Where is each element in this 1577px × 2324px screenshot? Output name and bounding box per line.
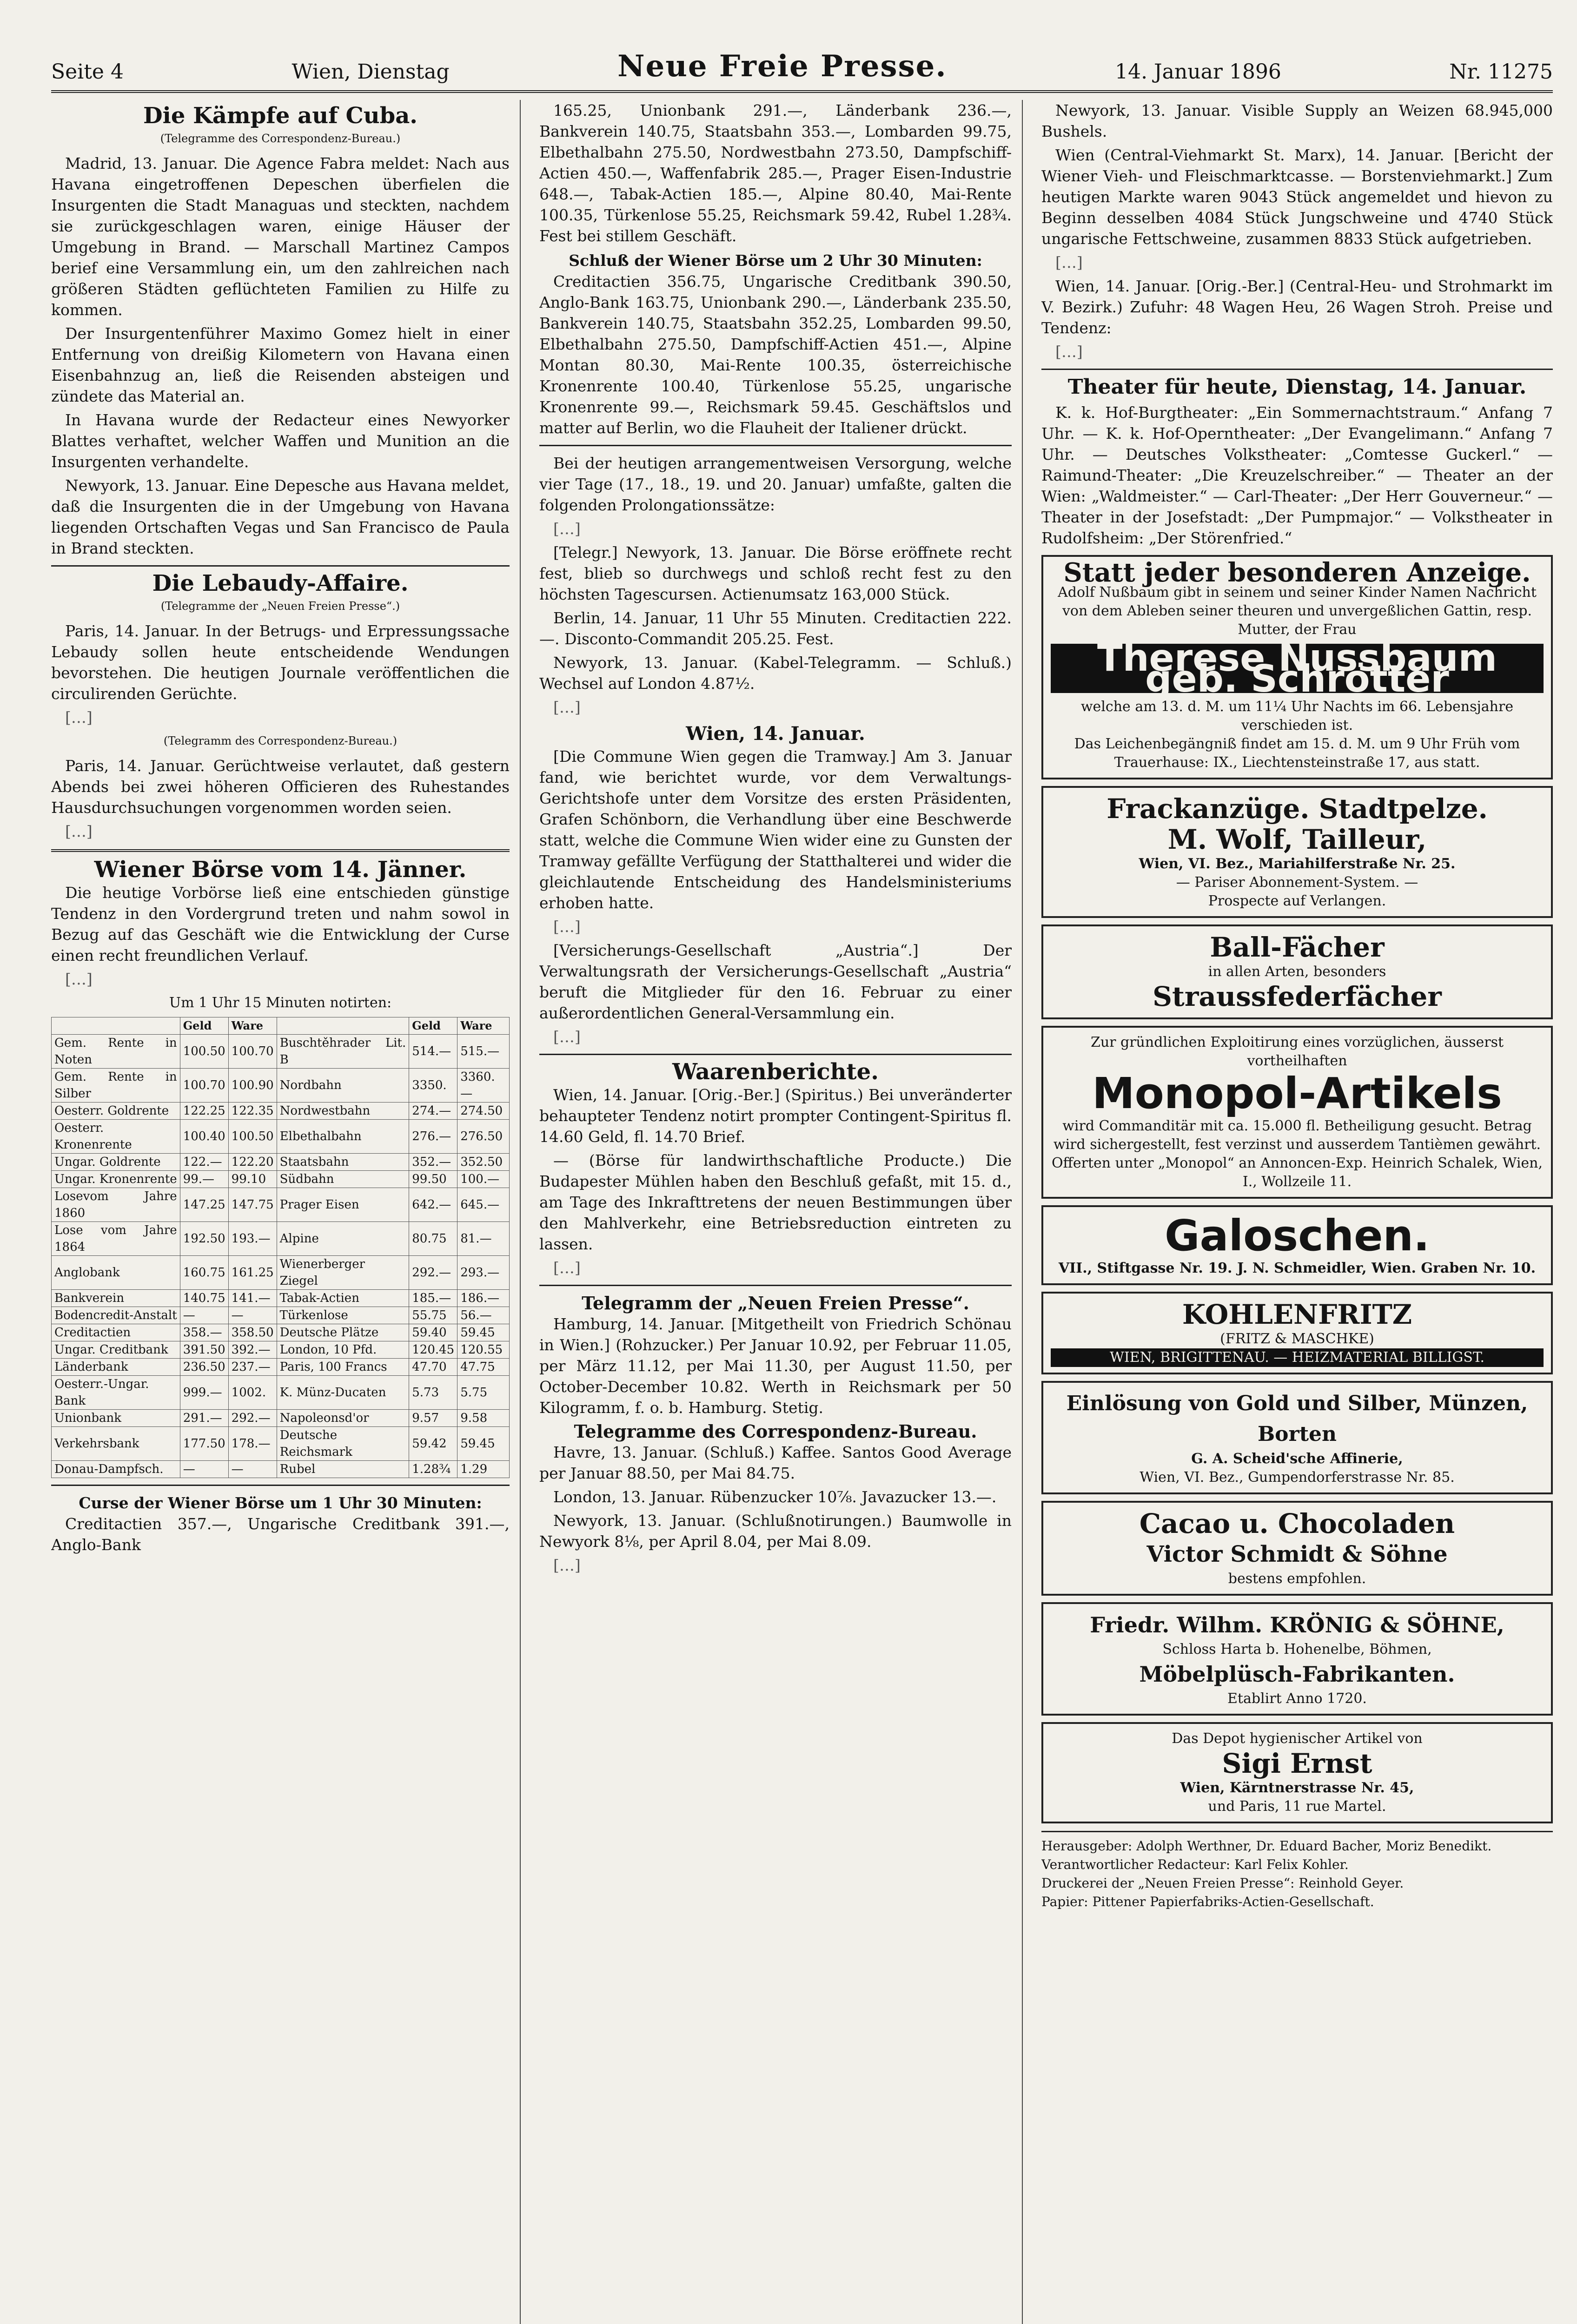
table-row: [52, 1359, 510, 1376]
table-cell: Rubel: [277, 1461, 409, 1478]
obituary-death: welche am 13. d. M. um 11¼ Uhr Nachts im 66. Lebensjahre verschieden ist.: [1080, 699, 1514, 733]
table-row: [52, 1120, 510, 1154]
newspaper-title: Neue Freie Presse.: [617, 49, 947, 84]
table-row: [52, 1222, 510, 1256]
ad-wolf-address: Wien, VI. Bez., Mariahilferstraße Nr. 25.: [1139, 856, 1456, 872]
table-cell: 236.50: [180, 1359, 228, 1376]
ad-sigi-ernst: [1041, 1722, 1553, 1823]
ad-gold-title: Einlösung von Gold und Silber, Münzen, Borten: [1066, 1392, 1528, 1446]
table-cell: 99.50: [409, 1171, 457, 1188]
ad-kohlen-line3: WIEN, BRIGITTENAU. — HEIZMATERIAL BILLIGST.: [1051, 1348, 1544, 1367]
ad-ball-line3: Straussfederfächer: [1153, 981, 1442, 1012]
telegram-corr-headline: Telegramme des Correspondenz-Bureau.: [574, 1421, 977, 1442]
imprint-paper: Papier: Pittener Papierfabriks-Actien-Gesellschaft.: [1041, 1894, 1374, 1909]
table-cell: 100.90: [228, 1069, 277, 1103]
table-cell: 352.50: [457, 1154, 510, 1171]
edition-place-day: Wien, Dienstag: [292, 60, 450, 84]
telegram-corr-paragraph: Havre, 13. Januar. (Schluß.) Kaffee. Santos Good Average per Januar 88.50, per Mai 84.75.: [539, 1443, 1012, 1482]
ad-ernst-name: Sigi Ernst: [1222, 1748, 1372, 1779]
table-cell: 177.50: [180, 1427, 228, 1461]
table-cell: 999.—: [180, 1376, 228, 1410]
table-cell: 122.35: [228, 1103, 277, 1120]
issue-date: 14. Januar 1896: [1115, 60, 1281, 84]
ad-cacao-title: Cacao u. Chocoladen: [1139, 1508, 1455, 1539]
lebaudy-source: (Telegramme der „Neuen Freien Presse“.): [160, 600, 400, 613]
table-cell: 185.—: [409, 1290, 457, 1307]
table-cell: 59.45: [457, 1427, 510, 1461]
table-cell: Nordbahn: [277, 1069, 409, 1103]
table-cell: Donau-Dampfsch.: [52, 1461, 180, 1478]
ad-ball-fans: [1041, 924, 1553, 1019]
table-cell: 392.—: [228, 1341, 277, 1359]
ad-galoschen-address: VII., Stiftgasse Nr. 19. J. N. Schmeidler, Wien. Graben Nr. 10.: [1058, 1260, 1536, 1276]
table-cell: Anglobank: [52, 1256, 180, 1290]
obituary-intro: Adolf Nußbaum gibt in seinem und seiner Kinder Namen Nachricht von dem Ableben seiner theuren und unvergeßlichen Gattin, resp. Mutter, der Frau: [1058, 584, 1537, 638]
table-cell: Südbahn: [277, 1171, 409, 1188]
table-cell: 55.75: [409, 1307, 457, 1324]
table-cell: 391.50: [180, 1341, 228, 1359]
divider: [539, 1285, 1012, 1286]
newyork-cable-omission: […]: [553, 698, 581, 716]
table-cell: 100.70: [180, 1069, 228, 1103]
prolongation-paragraph: Bei der heutigen arrangementweisen Versorgung, welche vier Tage (17., 18., 19. und 20. Januar) umfaßte, galten die folgenden Prolongationssätze:: [539, 454, 1012, 514]
boerse-table-title: Um 1 Uhr 15 Minuten notirten:: [169, 995, 392, 1011]
cuba-paragraph: Newyork, 13. Januar. Eine Depesche aus Havana meldet, daß die Insurgenten die in der Umgebung von Havana liegenden Ortschaften Vegas und San Francisco de Paula in Brand steckten.: [51, 476, 510, 557]
wheat-paragraph: Newyork, 13. Januar. Visible Supply an Weizen 68.945,000 Bushels.: [1041, 101, 1553, 140]
obituary-funeral: Das Leichenbegängniß findet am 15. d. M. um 9 Uhr Früh vom Trauerhause: IX., Liechtensteinstraße 17, aus statt.: [1074, 736, 1520, 771]
ad-ernst-line1: Das Depot hygienischer Artikel von: [1172, 1730, 1423, 1747]
ad-monopol: [1041, 1026, 1553, 1199]
table-cell: Bankverein: [52, 1290, 180, 1307]
table-cell: 515.—: [457, 1035, 510, 1069]
ad-cacao-line3: bestens empfohlen.: [1228, 1571, 1366, 1587]
ad-gold-address: Wien, VI. Bez., Gumpendorferstrasse Nr. 85.: [1140, 1469, 1455, 1486]
table-cell: 193.—: [228, 1222, 277, 1256]
table-cell: 100.70: [228, 1035, 277, 1069]
table-cell: 141.—: [228, 1290, 277, 1307]
lebaudy-headline: Die Lebaudy-Affaire.: [152, 570, 409, 596]
table-cell: 5.75: [457, 1376, 510, 1410]
ad-kohlen-line2: (FRITZ & MASCHKE): [1220, 1331, 1374, 1347]
boerse-paragraph: Die heutige Vorbörse ließ eine entschieden günstige Tendenz in den Vordergrund treten und nahm sowol in Bezug auf das Geschäft wie die Entwicklung der Curse einen recht freundlichen Verlauf.: [51, 884, 510, 964]
table-cell: Türkenlose: [277, 1307, 409, 1324]
table-cell: Lose vom Jahre 1864: [52, 1222, 180, 1256]
table-cell: 292.—: [409, 1256, 457, 1290]
table-cell: 1.28¾: [409, 1461, 457, 1478]
table-cell: 514.—: [409, 1035, 457, 1069]
table-cell: —: [228, 1461, 277, 1478]
imprint: [1041, 1831, 1553, 1911]
table-row: [52, 1154, 510, 1171]
table-cell: 56.—: [457, 1307, 510, 1324]
ad-wolf-prospect: Prospecte auf Verlangen.: [1208, 893, 1386, 909]
prolongation-omission: […]: [553, 520, 581, 538]
table-header: Ware: [457, 1017, 510, 1035]
boerse-closing-headline: Curse der Wiener Börse um 1 Uhr 30 Minuten:: [79, 1494, 482, 1512]
imprint-printer: Druckerei der „Neuen Freien Presse“: Reinhold Geyer.: [1041, 1875, 1404, 1891]
table-cell: Paris, 100 Francs: [277, 1359, 409, 1376]
divider: [51, 849, 510, 852]
table-cell: Unionbank: [52, 1410, 180, 1427]
table-row: [52, 1290, 510, 1307]
table-cell: 5.73: [409, 1376, 457, 1410]
ad-monopol-line1: Zur gründlichen Exploitirung eines vorzüglichen, äusserst vortheilhaften: [1090, 1034, 1504, 1069]
ad-cacao: [1041, 1501, 1553, 1596]
column-right: [1041, 100, 1553, 2324]
lebaudy-source-2: (Telegramm des Correspondenz-Bureau.): [163, 734, 398, 747]
table-cell: 1002.: [228, 1376, 277, 1410]
obituary-name: Therese Nussbaum geb. Schrötter: [1051, 644, 1544, 693]
austria-omission: […]: [553, 1028, 581, 1046]
table-cell: 276.50: [457, 1120, 510, 1154]
ad-monopol-line4: Offerten unter „Monopol“ an Annoncen-Exp. Heinrich Schalek, Wien, I., Wollzeile 11.: [1051, 1155, 1543, 1190]
table-cell: 276.—: [409, 1120, 457, 1154]
table-header: Geld: [180, 1017, 228, 1035]
theater-listing: K. k. Hof-Burgtheater: „Ein Sommernachtstraum.“ Anfang 7 Uhr. — K. k. Hof-Operntheater: „Der Evangelimann.“ Anfang 7 Uhr. — Deutsches Volkstheater: „Comtesse Guckerl.“ — Raimund-Theater: „Die Kreuzelschreiber.“ — Theater an der Wien: „Waldmeister.“ — Carl-Theater: „Der Herr Gouverneur.“ — Theater in der Josefstadt: „Der Pumpmajor.“ — Volkstheater in Rudolfsheim: „Der Störenfried.“: [1041, 403, 1553, 547]
table-cell: 178.—: [228, 1427, 277, 1461]
tramway-paragraph: [Die Commune Wien gegen die Tramway.] Am 3. Januar fand, wie berichtet wurde, vor dem Verwaltungs-Gerichtshofe unter dem Vorsitze des ersten Präsidenten, Grafen Schönborn, die Verhandlung über eine Beschwerde statt, welche die Commune Wien wider eine zu Gunsten der Tramway gefällte Verfügung der Statthalterei und wider die gleichlautende Entscheidung des Handelsministeriums erhoben hatte.: [539, 747, 1012, 912]
table-cell: —: [180, 1461, 228, 1478]
table-header: [52, 1017, 180, 1035]
table-cell: 161.25: [228, 1256, 277, 1290]
ad-kroenig: [1041, 1602, 1553, 1716]
table-cell: Losevom Jahre 1860: [52, 1188, 180, 1222]
table-cell: 47.75: [457, 1359, 510, 1376]
table-cell: 81.—: [457, 1222, 510, 1256]
table-cell: 192.50: [180, 1222, 228, 1256]
issue-number: Nr. 11275: [1449, 60, 1553, 84]
telegram-nfp-headline: Telegramm der „Neuen Freien Presse“.: [582, 1293, 969, 1314]
table-cell: 237.—: [228, 1359, 277, 1376]
table-cell: K. Münz-Ducaten: [277, 1376, 409, 1410]
table-cell: Bodencredit-Anstalt: [52, 1307, 180, 1324]
ad-monopol-line3: wird Commanditär mit ca. 15.000 fl. Betheiligung gesucht. Betrag wird sichergestellt, fest verzinst und ausserdem Tantièmen gewährt.: [1053, 1118, 1541, 1153]
divider: [51, 565, 510, 567]
table-cell: 160.75: [180, 1256, 228, 1290]
boerse-table: [51, 1017, 510, 1478]
ad-cacao-firm: Victor Schmidt & Söhne: [1146, 1541, 1448, 1567]
cuba-paragraph: Madrid, 13. Januar. Die Agence Fabra meldet: Nach aus Havana eingetroffenen Depeschen überfielen die Insurgenten die Stadt Managuas und steckten, nachdem sie zurückgeschlagen waren, einige Häuser der Umgebung in Brand. — Marschall Martinez Campos berief eine Versammlung ein, um den zahlreichen nach größeren Städten geflüchteten Familien zu Hilfe zu kommen.: [51, 154, 510, 319]
ad-kroenig-line3: Möbelplüsch-Fabrikanten.: [1139, 1662, 1455, 1687]
table-cell: 120.55: [457, 1341, 510, 1359]
table-cell: Ungar. Creditbank: [52, 1341, 180, 1359]
table-cell: Prager Eisen: [277, 1188, 409, 1222]
table-cell: 645.—: [457, 1188, 510, 1222]
table-cell: 100.50: [228, 1120, 277, 1154]
berlin-paragraph: Berlin, 14. Januar, 11 Uhr 55 Minuten. Creditactien 222.—. Disconto-Commandit 205.25. Fest.: [539, 609, 1012, 648]
table-cell: Wienerberger Ziegel: [277, 1256, 409, 1290]
table-cell: Verkehrsbank: [52, 1427, 180, 1461]
ad-kroenig-title: Friedr. Wilhm. KRÖNIG & SÖHNE,: [1090, 1612, 1504, 1637]
table-cell: 59.42: [409, 1427, 457, 1461]
table-cell: 140.75: [180, 1290, 228, 1307]
lebaudy-paragraph: Paris, 14. Januar. In der Betrugs- und Erpressungssache Lebaudy sollen heute entscheidende Wendungen bevorstehen. Die heutigen Journale veröffentlichen die circulirenden Gerüchte.: [51, 622, 510, 703]
table-cell: 274.—: [409, 1103, 457, 1120]
table-cell: 99.—: [180, 1171, 228, 1188]
ad-ernst-paris: und Paris, 11 rue Martel.: [1208, 1798, 1386, 1815]
boerse-headline: Wiener Börse vom 14. Jänner.: [94, 857, 467, 883]
boerse-continued: 165.25, Unionbank 291.—, Länderbank 236.—, Bankverein 140.75, Staatsbahn 353.—, Lombarden 99.75, Elbethalbahn 275.50, Nordwestbahn 273.50, Dampfschiff-Actien 450.—, Waffenfabrik 285.—, Prager Eisen-Industrie 648.—, Tabak-Actien 185.—, Alpine 80.40, Mai-Rente 100.35, Türkenlose 55.25, Reichsmark 59.42, Rubel 1.28¾. Fest bei stillem Geschäft.: [539, 101, 1012, 245]
newyork-paragraph: [Telegr.] Newyork, 13. Januar. Die Börse eröffnete recht fest, blieb so durchwegs und schloß recht fest zu den höchsten Tagescursen. Actienumsatz 163,000 Stück.: [539, 543, 1012, 603]
page-number: Seite 4: [51, 60, 124, 84]
cuba-paragraph: Der Insurgentenführer Maximo Gomez hielt in einer Entfernung von dreißig Kilometern von Havana einen Eisenbahnzug an, ließ die Reisenden absteigen und zündete das Material an.: [51, 324, 510, 405]
table-cell: 186.—: [457, 1290, 510, 1307]
table-cell: Gem. Rente in Silber: [52, 1069, 180, 1103]
table-cell: 100.—: [457, 1171, 510, 1188]
ad-monopol-title: Monopol-Artikels: [1092, 1069, 1502, 1118]
ad-galoschen-title: Galoschen.: [1165, 1211, 1430, 1261]
waaren-omission: […]: [553, 1259, 581, 1277]
divider: [539, 445, 1012, 446]
ad-wolf-system: — Pariser Abonnement-System. —: [1176, 874, 1418, 891]
lebaudy-paragraph: Paris, 14. Januar. Gerüchtweise verlautet, daß gestern Abends bei zwei höheren Officieren des Ruhestandes Hausdurchsuchungen vorgenommen worden seien.: [51, 757, 510, 817]
table-row: [52, 1324, 510, 1341]
ad-ernst-address: Wien, Kärntnerstrasse Nr. 45,: [1180, 1780, 1414, 1796]
waaren-paragraph: — (Börse für landwirthschaftliche Producte.) Die Budapester Mühlen haben den Beschluß gefaßt, mit 15. d., am Tage des Inkrafttretens der neuen Bestimmungen über den Mahlverkehr, eine Betriebsreduction eintreten zu lassen.: [539, 1151, 1012, 1253]
table-cell: 274.50: [457, 1103, 510, 1120]
table-header: Ware: [228, 1017, 277, 1035]
schluss-headline: Schluß der Wiener Börse um 2 Uhr 30 Minuten:: [569, 251, 982, 270]
column-middle: [539, 100, 1023, 2324]
table-row: [52, 1171, 510, 1188]
schluss-text: Creditactien 356.75, Ungarische Creditbank 390.50, Anglo-Bank 163.75, Unionbank 290.—, Länderbank 235.50, Bankverein 140.75, Staatsbahn 352.25, Lombarden 99.50, Elbethalbahn 275.50, Dampfschiff-Actien 451.—, Alpine Montan 80.30, Mai-Rente 100.35, österreichische Kronenrente 100.40, Türkenlose 55.25, ungarische Kronenrente 99.—, Reichsmark 59.45. Geschäftslos und matter auf Berlin, wo die Flauheit der Italiener drückt.: [539, 272, 1012, 437]
table-cell: 100.40: [180, 1120, 228, 1154]
table-cell: Elbethalbahn: [277, 1120, 409, 1154]
table-cell: 122.25: [180, 1103, 228, 1120]
ad-kohlenfritz: [1041, 1292, 1553, 1374]
table-cell: Oesterr. Kronenrente: [52, 1120, 180, 1154]
austria-paragraph: [Versicherungs-Gesellschaft „Austria“.] Der Verwaltungsrath der Versicherungs-Gesellschaft „Austria“ beruft die Mitglieder für den 16. Februar zu einer außerordentlichen General-Versammlung ein.: [539, 941, 1012, 1022]
table-cell: 358.—: [180, 1324, 228, 1341]
table-cell: Staatsbahn: [277, 1154, 409, 1171]
obituary-title: Statt jeder besonderen Anzeige.: [1063, 557, 1531, 588]
ad-ball-line1: Ball-Fächer: [1210, 931, 1385, 963]
ad-kohlen-title: KOHLENFRITZ: [1182, 1299, 1412, 1330]
lebaudy-omission: […]: [65, 822, 93, 840]
table-cell: 9.57: [409, 1410, 457, 1427]
theater-headline: Theater für heute, Dienstag, 14. Januar.: [1067, 375, 1527, 399]
table-cell: —: [180, 1307, 228, 1324]
table-row: [52, 1069, 510, 1103]
table-cell: 352.—: [409, 1154, 457, 1171]
table-row: [52, 1256, 510, 1290]
table-cell: —: [228, 1307, 277, 1324]
newspaper-page: [51, 37, 1553, 2324]
telegram-corr-paragraph: Newyork, 13. Januar. (Schlußnotirungen.) Baumwolle in Newyork 8⅛, per April 8.04, per Mai 8.09.: [539, 1512, 1012, 1551]
table-cell: 100.50: [180, 1035, 228, 1069]
table-row: [52, 1427, 510, 1461]
table-cell: 292.—: [228, 1410, 277, 1427]
divider: [51, 1485, 510, 1486]
table-cell: 122.20: [228, 1154, 277, 1171]
table-cell: Alpine: [277, 1222, 409, 1256]
table-row: [52, 1103, 510, 1120]
table-header: Geld: [409, 1017, 457, 1035]
imprint-editor: Verantwortlicher Redacteur: Karl Felix Kohler.: [1041, 1857, 1349, 1872]
table-cell: Oesterr. Goldrente: [52, 1103, 180, 1120]
telegram-corr-omission: […]: [553, 1556, 581, 1574]
masthead: [51, 37, 1553, 93]
cuba-headline: Die Kämpfe auf Cuba.: [143, 103, 417, 129]
newyork-cable-paragraph: Newyork, 13. Januar. (Kabel-Telegramm. — Schluß.) Wechsel auf London 4.87½.: [539, 654, 1012, 693]
table-row: [52, 1307, 510, 1324]
table-row: [52, 1341, 510, 1359]
wien-headline: Wien, 14. Januar.: [686, 723, 865, 745]
divider: [1041, 369, 1553, 370]
viehmarkt-omission: […]: [1055, 253, 1083, 271]
waaren-headline: Waarenberichte.: [672, 1059, 879, 1085]
table-cell: Oesterr.-Ungar. Bank: [52, 1376, 180, 1410]
ad-kroenig-line2: Schloss Harta b. Hohenelbe, Böhmen,: [1162, 1641, 1432, 1657]
table-cell: 293.—: [457, 1256, 510, 1290]
table-cell: 59.40: [409, 1324, 457, 1341]
table-row: [52, 1035, 510, 1069]
heumarkt-omission: […]: [1055, 343, 1083, 361]
table-row: [52, 1188, 510, 1222]
table-row: [52, 1410, 510, 1427]
table-row: [52, 1461, 510, 1478]
table-cell: Länderbank: [52, 1359, 180, 1376]
table-cell: Buschtěhrader Lit. B: [277, 1035, 409, 1069]
ad-wolf-line1: Frackanzüge. Stadtpelze.: [1107, 793, 1488, 825]
ad-gold-line2: G. A. Scheid'sche Affinerie,: [1191, 1451, 1403, 1467]
table-cell: Tabak-Actien: [277, 1290, 409, 1307]
ad-gold: [1041, 1381, 1553, 1494]
table-cell: 9.58: [457, 1410, 510, 1427]
table-cell: Deutsche Reichsmark: [277, 1427, 409, 1461]
table-cell: Nordwestbahn: [277, 1103, 409, 1120]
table-cell: 59.45: [457, 1324, 510, 1341]
table-cell: Ungar. Goldrente: [52, 1154, 180, 1171]
heumarkt-paragraph: Wien, 14. Januar. [Orig.-Ber.] (Central-Heu- und Strohmarkt im V. Bezirk.) Zufuhr: 48 Wagen Heu, 26 Wagen Stroh. Preise und Tendenz:: [1041, 277, 1553, 337]
table-cell: 122.—: [180, 1154, 228, 1171]
viehmarkt-paragraph: Wien (Central-Viehmarkt St. Marx), 14. Januar. [Bericht der Wiener Vieh- und Fleischmarktcasse. — Borstenviehmarkt.] Zum heutigen Markte waren 9043 Stück angemeldet und hievon zu Beginn desselben 4084 Stück Jungschweine und 4740 Stück ungarische Fettschweine, zusammen 8833 Stück aufgetrieben.: [1041, 146, 1553, 248]
ad-kroenig-line4: Etablirt Anno 1720.: [1227, 1690, 1367, 1707]
table-cell: 47.70: [409, 1359, 457, 1376]
table-cell: 147.25: [180, 1188, 228, 1222]
ad-ball-line2: in allen Arten, besonders: [1208, 964, 1386, 980]
boerse-omission: […]: [65, 970, 93, 988]
ad-wolf-tailor: [1041, 786, 1553, 918]
table-cell: Deutsche Plätze: [277, 1324, 409, 1341]
tramway-omission: […]: [553, 918, 581, 936]
table-cell: 80.75: [409, 1222, 457, 1256]
telegram-corr-paragraph: London, 13. Januar. Rübenzucker 10⅞. Javazucker 13.—.: [553, 1488, 997, 1506]
table-cell: 99.10: [228, 1171, 277, 1188]
table-cell: Napoleonsd'or: [277, 1410, 409, 1427]
table-cell: London, 10 Pfd.: [277, 1341, 409, 1359]
lebaudy-omission: […]: [65, 708, 93, 726]
ad-wolf-line2: M. Wolf, Tailleur,: [1167, 824, 1427, 855]
telegram-nfp-paragraph: Hamburg, 14. Januar. [Mitgetheilt von Friedrich Schönau in Wien.] (Rohzucker.) Per Januar 10.92, per Februar 11.05, per März 11.12, per Mai 11.30, per August 11.50, per October-December 10.82. Werth in Reichsmark per 50 Kilogramm, f. o. b. Hamburg. Stetig.: [539, 1315, 1012, 1417]
table-cell: Ungar. Kronenrente: [52, 1171, 180, 1188]
divider: [539, 1054, 1012, 1055]
table-cell: 3360.—: [457, 1069, 510, 1103]
obituary-notice: [1041, 555, 1553, 779]
cuba-paragraph: In Havana wurde der Redacteur eines Newyorker Blattes verhaftet, welcher Waffen und Munition an die Insurgenten verhandelte.: [51, 411, 510, 471]
table-cell: Gem. Rente in Noten: [52, 1035, 180, 1069]
table-cell: 291.—: [180, 1410, 228, 1427]
table-cell: Creditactien: [52, 1324, 180, 1341]
table-cell: 1.29: [457, 1461, 510, 1478]
table-cell: 147.75: [228, 1188, 277, 1222]
imprint-publishers: Herausgeber: Adolph Werthner, Dr. Eduard Bacher, Moriz Benedikt.: [1041, 1838, 1492, 1854]
table-row: [52, 1376, 510, 1410]
table-cell: 3350.: [409, 1069, 457, 1103]
table-cell: 120.45: [409, 1341, 457, 1359]
table-cell: 358.50: [228, 1324, 277, 1341]
cuba-source: (Telegramme des Correspondenz-Bureau.): [160, 132, 401, 145]
ad-galoschen: [1041, 1205, 1553, 1285]
boerse-closing-text: Creditactien 357.—, Ungarische Creditbank 391.—, Anglo-Bank: [51, 1515, 510, 1554]
table-cell: 642.—: [409, 1188, 457, 1222]
waaren-paragraph: Wien, 14. Januar. [Orig.-Ber.] (Spiritus.) Bei unveränderter behaupteter Tendenz notirt prompter Contingent-Spiritus fl. 14.60 Geld, fl. 14.70 Brief.: [539, 1086, 1012, 1146]
column-left: [51, 100, 521, 2324]
table-header: [277, 1017, 409, 1035]
